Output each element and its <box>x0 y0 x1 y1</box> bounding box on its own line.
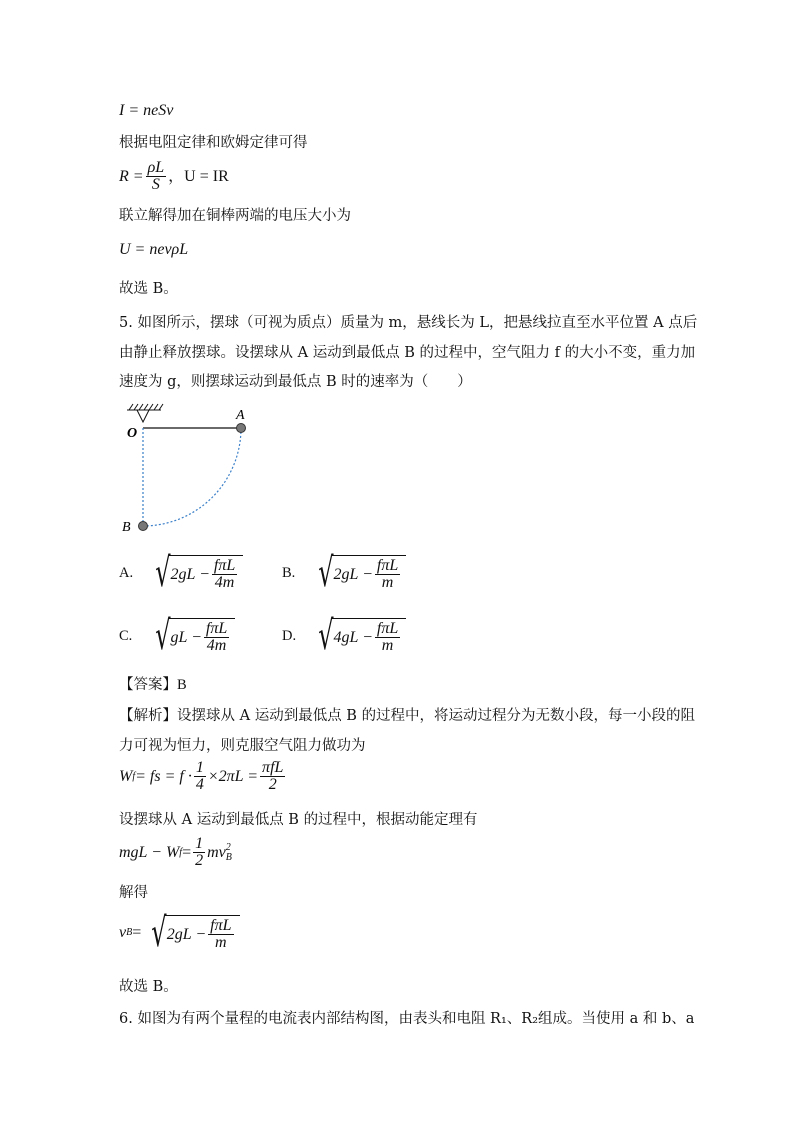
ball-at-B <box>139 522 148 531</box>
question6-line1: 6. 如图为有两个量程的电流表内部结构图，由表头和电阻 R₁、R₂组成。当使用 a 和 b、a <box>119 1011 695 1027</box>
equation-voltage-result: U = nevρL <box>119 241 189 258</box>
option-B: B. √ 2gL − $\frac{\text{fπL}}{m}$ <box>282 553 406 593</box>
option-C: C. √ gL − $\frac{\text{fπL}}{4m}$ <box>119 616 235 656</box>
label-A: A <box>236 408 245 423</box>
analysis-line2: 力可视为恒力，则克服空气阻力做功为 <box>119 738 366 754</box>
analysis-line1: 【解析】设摆球从 A 运动到最低点 B 的过程中，将运动过程分为无数小段，每一小段的阻 <box>119 708 696 724</box>
question5-line2: 由静止释放摆球。设摆球从 A 运动到最低点 B 的过程中，空气阻力 f 的大小不变，重力加 <box>119 345 696 361</box>
question5-line3: 速度为 g，则摆球运动到最低点 B 时的速率为（ ） <box>119 374 472 390</box>
law-text: 根据电阻定律和欧姆定律可得 <box>119 135 308 151</box>
equation-kinetic-energy: mgL − W f = $\frac{1}{2}$ mv 2 B <box>119 835 232 869</box>
dashed-arc <box>143 428 241 526</box>
choose-answer-text-2: 故选 B。 <box>119 979 178 995</box>
ball-at-A <box>237 424 246 433</box>
pendulum-figure <box>115 400 265 542</box>
answer-line <box>119 675 187 695</box>
fraction-rho-L-over-S: $\frac{\rho L}{S}$ <box>147 159 165 193</box>
analysis-tag: 【解析】 <box>119 708 177 724</box>
answer-tag: 【答案】 <box>119 677 177 693</box>
equation-velocity-B: v B = √ 2gL − $\frac{\text{fπL}}{m}$ <box>119 913 240 953</box>
joint-solve-text: 联立解得加在铜棒两端的电压大小为 <box>119 208 351 224</box>
pivot-support <box>137 410 149 422</box>
answer-value: B <box>177 677 187 693</box>
equation-resistance: R = $\frac{\rho L}{S}$ ，U = IR <box>119 159 229 193</box>
equation-work-friction: W f = fs = f · $\frac{1}{4}$ ×2πL = $\frac{\text{πfL}}{2}$ <box>119 759 284 793</box>
option-D: D. √ 4gL − $\frac{\text{fπL}}{m}$ <box>282 616 406 656</box>
energy-theorem-text: 设摆球从 A 运动到最低点 B 的过程中，根据动能定理有 <box>119 812 478 828</box>
label-B: B <box>122 520 131 535</box>
equation-current: I = neSv <box>119 102 174 119</box>
option-A: A. √ 2gL − $\frac{\text{fπL}}{4m}$ <box>119 553 243 593</box>
choose-answer-text: 故选 B。 <box>119 281 178 297</box>
solve-text: 解得 <box>119 885 148 901</box>
label-O: O <box>127 426 138 441</box>
question5-line1: 5. 如图所示，摆球（可视为质点）质量为 m，悬线长为 L，把悬线拉直至水平位置 A 点后 <box>119 315 698 331</box>
ceiling-hatch <box>127 404 163 410</box>
